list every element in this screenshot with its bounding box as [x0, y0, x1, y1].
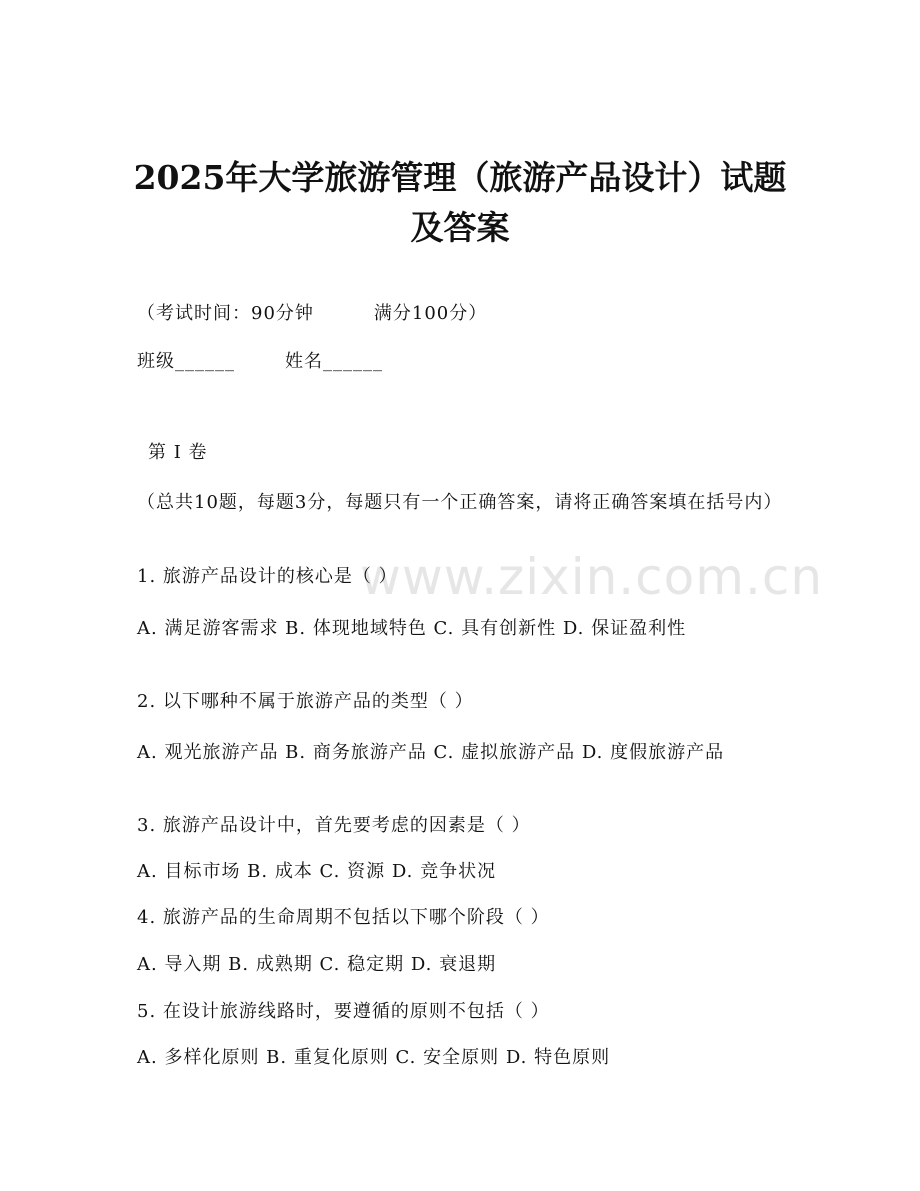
question-4: 4. 旅游产品的生命周期不包括以下哪个阶段（ ） — [137, 907, 550, 928]
student-info — [137, 351, 787, 373]
question-3-options: A. 目标市场 B. 成本 C. 资源 D. 竞争状况 — [137, 861, 497, 882]
exam-info — [137, 303, 787, 325]
name-field: 姓名______ — [285, 351, 383, 372]
exam-time: （考试时间：90分钟 — [137, 303, 314, 324]
question-5-options: A. 多样化原则 B. 重复化原则 C. 安全原则 D. 特色原则 — [137, 1047, 611, 1068]
class-field: 班级______ — [137, 351, 235, 372]
document-title-line2: 及答案 — [410, 208, 510, 247]
question-4-options: A. 导入期 B. 成熟期 C. 稳定期 D. 衰退期 — [137, 954, 497, 975]
section-title: 第 I 卷 — [148, 442, 208, 463]
question-2: 2. 以下哪种不属于旅游产品的类型（ ） — [137, 691, 474, 712]
question-1: 1. 旅游产品设计的核心是（ ） — [137, 566, 398, 587]
document-title: 2025年大学旅游管理（旅游产品设计）试题 — [133, 158, 787, 197]
question-3: 3. 旅游产品设计中，首先要考虑的因素是（ ） — [137, 815, 531, 836]
section-instructions: （总共10题，每题3分，每题只有一个正确答案，请将正确答案填在括号内） — [137, 492, 783, 513]
exam-score: 满分100分） — [373, 303, 488, 324]
watermark: www.zixin.com.cn — [360, 548, 824, 606]
question-2-options: A. 观光旅游产品 B. 商务旅游产品 C. 虚拟旅游产品 D. 度假旅游产品 — [137, 742, 725, 763]
question-5: 5. 在设计旅游线路时，要遵循的原则不包括（ ） — [137, 1001, 550, 1022]
question-1-options: A. 满足游客需求 B. 体现地域特色 C. 具有创新性 D. 保证盈利性 — [137, 618, 687, 639]
